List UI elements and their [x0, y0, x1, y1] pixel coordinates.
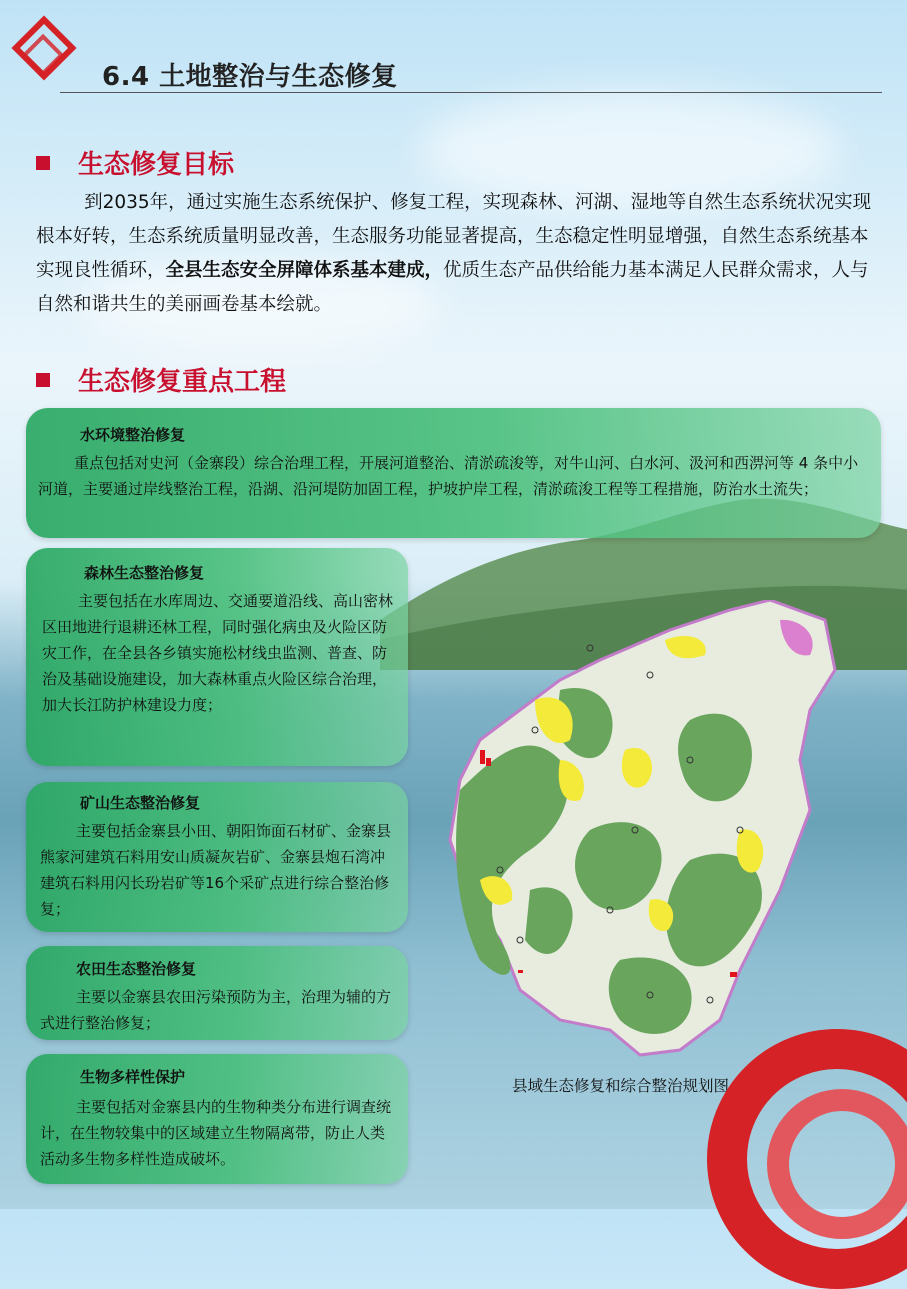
- goal-heading: [36, 144, 234, 181]
- card-title: 生物多样性保护: [80, 1068, 186, 1086]
- project-card-farmland: [26, 946, 408, 1040]
- mine-site: [480, 750, 485, 764]
- projects-heading: [36, 361, 286, 398]
- bullet-square-icon: [36, 156, 50, 170]
- card-body: 主要包括对金寨县内的生物种类分布进行调查统计，在生物较集中的区域建立生物隔离带，防止人类活动多生物多样性造成破坏。: [40, 1098, 392, 1168]
- goal-text-part1: 到2035年，通过实施生态系统保护、修复工程，实现森林、河湖、湿地等自然生态系统状况实现根本好转，生态系统质量明显改善，生态服务功能显著提高，生态稳定性明显增强，自然生态系统基本实现良性循环，: [36, 192, 872, 281]
- bullet-square-icon: [36, 373, 50, 387]
- card-title: 农田生态整治修复: [76, 960, 197, 978]
- mine-site: [518, 970, 523, 973]
- decorative-ring: [767, 1089, 907, 1239]
- project-card-biodiversity: [26, 1054, 408, 1184]
- mine-site: [486, 758, 491, 766]
- goal-paragraph: [36, 186, 874, 322]
- goal-heading-label: 生态修复目标: [78, 150, 235, 180]
- card-body: 重点包括对史河（金寨段）综合治理工程，开展河道整治、清淤疏浚等，对牛山河、白水河、汲河和西淠河等 4 条中小河道，主要通过岸线整治工程，沿湖、沿河堤防加固工程，护坡护岸工程，清淤疏浚工程等工程措施，防治水土流失；: [38, 454, 859, 498]
- map-caption: 县域生态修复和综合整治规划图: [512, 1077, 730, 1095]
- card-title: 水环境整治修复: [80, 426, 186, 444]
- page-title: 6.4 土地整治与生态修复: [102, 62, 398, 92]
- goal-text-emphasis: 全县生态安全屏障体系基本建成，: [165, 260, 444, 281]
- goal-text-part2: 优质生态产品供给能力基本满足人民群众需求，人与自然和谐共生的美丽画卷基本绘就。: [36, 260, 869, 315]
- card-body: 主要包括金寨县小田、朝阳饰面石材矿、金寨县熊家河建筑石料用安山质凝灰岩矿、金寨县炮石湾冲建筑石料用闪长玢岩矿等16个采矿点进行综合整治修复；: [40, 822, 392, 918]
- project-card-mine: [26, 782, 408, 932]
- card-body: 主要包括在水库周边、交通要道沿线、高山密林区田地进行退耕还林工程，同时强化病虫及火险区防灾工作，在全县各乡镇实施松材线虫监测、普查、防治及基础设施建设，加大森林重点火险区综合治理，加大长江防护林建设力度；: [42, 592, 394, 714]
- project-card-water: [26, 408, 881, 538]
- card-title: 森林生态整治修复: [84, 564, 205, 582]
- ecological-restoration-map: [440, 600, 850, 1060]
- projects-heading-label: 生态修复重点工程: [78, 367, 287, 397]
- logo-icon: [10, 14, 80, 84]
- card-body: 主要以金寨县农田污染预防为主，治理为辅的方式进行整治修复；: [40, 988, 392, 1032]
- card-title: 矿山生态整治修复: [80, 794, 201, 812]
- mine-site: [730, 972, 737, 977]
- project-card-forest: [26, 548, 408, 766]
- town-marker: [587, 645, 593, 651]
- header-divider: [60, 92, 882, 93]
